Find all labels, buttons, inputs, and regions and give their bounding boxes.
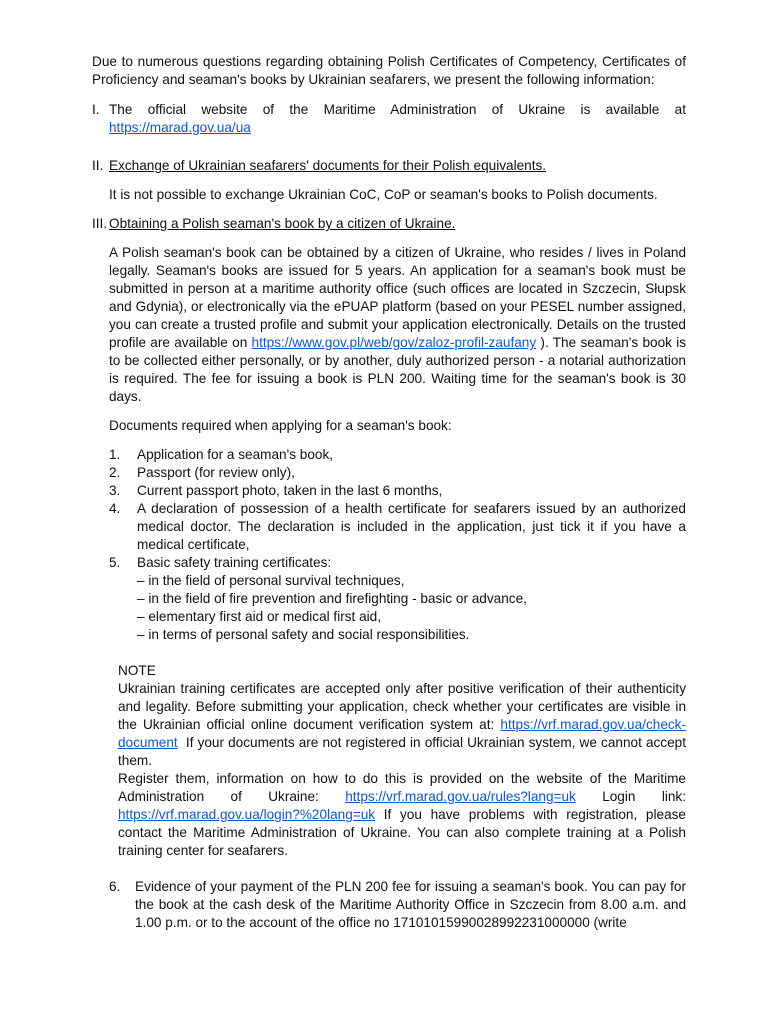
check-document-link[interactable]: https://vrf.marad.gov.ua/check-document	[118, 717, 686, 750]
section-1	[92, 101, 686, 137]
rules-link[interactable]: https://vrf.marad.gov.ua/rules?lang=uk	[345, 789, 576, 804]
note-paragraph-1: Ukrainian training certificates are accepted only after positive verification of their authenticity and legality. Before submitting your application, check whether your certificates are visible in the Ukrainian official online document verification system at: https://vrf.marad.gov.ua/check-document If your documents are not registered in official Ukrainian system, we cannot accept them.	[118, 681, 686, 768]
section-2-heading: Exchange of Ukrainian seafarers' documents for their Polish equivalents.	[109, 158, 547, 173]
list-item: 2. Passport (for review only),	[109, 465, 295, 480]
list-item: 5. Basic safety training certificates: – in the field of personal survival techniques, – in the field of fire prevention and firefighting - basic or advance, – elementary first aid or medical first aid, – in terms of personal safety and social responsibilities.	[109, 554, 686, 644]
note-block	[118, 662, 686, 860]
section-2-text: It is not possible to exchange Ukrainian CoC, CoP or seaman's books to Polish documents.	[109, 187, 658, 202]
note-paragraph-2: Register them, information on how to do this is provided on the website of the Maritime Administration of Ukraine: https://vrf.marad.gov.ua/rules?lang=uk Login link: https://vrf.marad.gov.ua/login?%20lang=uk If you have problems with registration, please contact the Maritime Administration of Ukraine. You can also complete training at a Polish training center for seafarers.	[118, 771, 686, 858]
documents-heading: Documents required when applying for a seaman's book:	[109, 418, 452, 433]
list-item: 1. Application for a seaman's book,	[109, 447, 334, 462]
sub-item: – in the field of fire prevention and firefighting - basic or advance,	[137, 591, 527, 606]
list-item: 4. A declaration of possession of a health certificate for seafarers issued by an authorized medical doctor. The declaration is included in the application, just tick it if you have a medical certificate,	[109, 501, 686, 552]
section-2-number: II.	[92, 158, 104, 173]
section-2	[92, 157, 686, 204]
documents-list	[109, 446, 686, 644]
section-3-number: III.	[92, 216, 108, 231]
seaman-book-paragraph: A Polish seaman's book can be obtained by a citizen of Ukraine, who resides / lives in Poland legally. Seaman's books are issued for 5 years. An application for a seaman's book must be submitted in person at a maritime authority office (such offices are located in Szczecin, Słupsk and Gdynia), or electronically via the ePUAP platform (based on your PESEL number assigned, you can create a trusted profile and submit your application electronically. Details on the trusted profile are available on https://www.gov.pl/web/gov/zaloz-profil-zaufany ). The seaman's book is to be collected either personally, or by another, duly authorized person - a notarial authorization is required. The fee for issuing a book is PLN 200. Waiting time for the seaman's book is 30 days.	[109, 245, 687, 404]
sub-item: – in the field of personal survival techniques,	[137, 573, 405, 588]
sub-item: – in terms of personal safety and social responsibilities.	[137, 627, 470, 642]
list-item-6: 6. Evidence of your payment of the PLN 200 fee for issuing a seaman's book. You can pay for the book at the cash desk of the Maritime Authority Office in Szczecin from 8.00 a.m. and 1.00 p.m. or to the account of the office no 17101015990028992231000000 (write	[109, 879, 686, 930]
trusted-profile-link[interactable]: https://www.gov.pl/web/gov/zaloz-profil-zaufany	[251, 335, 537, 350]
login-link[interactable]: https://vrf.marad.gov.ua/login?%20lang=uk	[118, 807, 376, 822]
section-3-heading: Obtaining a Polish seaman's book by a citizen of Ukraine.	[109, 216, 456, 231]
list-item: 3. Current passport photo, taken in the last 6 months,	[109, 483, 443, 498]
marad-link[interactable]: https://marad.gov.ua/ua	[109, 120, 251, 135]
section-1-number: I.	[92, 102, 100, 117]
document-page	[92, 53, 686, 932]
note-title: NOTE	[118, 663, 156, 678]
sub-item: – elementary first aid or medical first aid,	[137, 609, 382, 624]
section-3	[92, 215, 686, 435]
intro-paragraph: Due to numerous questions regarding obtaining Polish Certificates of Competency, Certificates of Proficiency and seaman's books by Ukrainian seafarers, we present the following information:	[92, 54, 686, 87]
section-1-text: The official website of the Maritime Administration of Ukraine is available at	[109, 102, 686, 117]
